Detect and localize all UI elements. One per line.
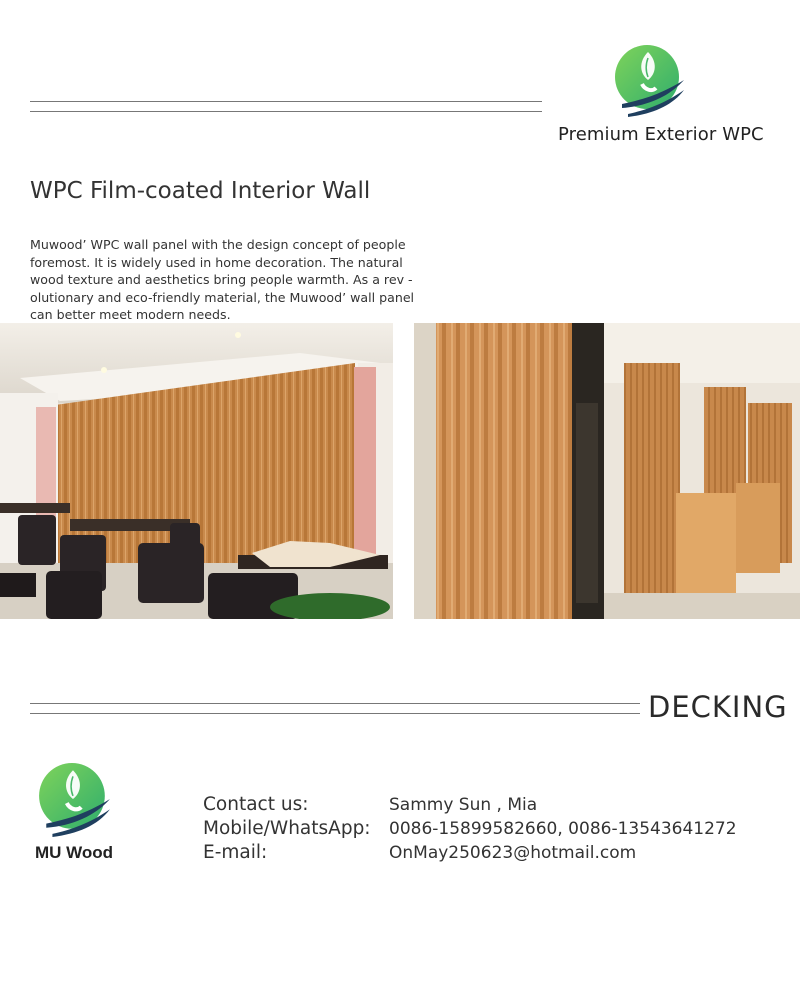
- restaurant-photo-left: [0, 323, 393, 619]
- leaf-wave-logo-icon: [612, 44, 686, 118]
- contact-label: Contact us:: [203, 794, 309, 815]
- tagline: Premium Exterior WPC: [558, 124, 764, 145]
- restaurant-photo-right: [414, 323, 800, 619]
- leaf-wave-logo-icon: [36, 762, 112, 838]
- decking-rule-bottom: [30, 713, 640, 714]
- header-rule-bottom: [30, 111, 542, 112]
- header-rule-top: [30, 101, 542, 102]
- email-value[interactable]: OnMay250623@hotmail.com: [389, 843, 637, 863]
- decking-rule-top: [30, 703, 640, 704]
- mobile-label: Mobile/WhatsApp:: [203, 818, 371, 839]
- contact-value: Sammy Sun , Mia: [389, 795, 538, 815]
- brand-name: MU Wood: [35, 843, 114, 862]
- page-title: WPC Film-coated Interior Wall: [30, 178, 371, 204]
- mobile-value: 0086-15899582660, 0086-13543641272: [389, 819, 737, 839]
- email-label: E-mail:: [203, 842, 268, 863]
- intro-paragraph: Muwood’ WPC wall panel with the design concept of people foremost. It is widely used in home decoration. The natural wood texture and aesthetics bring people warmth. As a rev -olutionary and eco-friendly material, the Muwood’ wall panel can better meet modern needs.: [30, 237, 415, 322]
- section-heading-decking: DECKING: [648, 690, 788, 724]
